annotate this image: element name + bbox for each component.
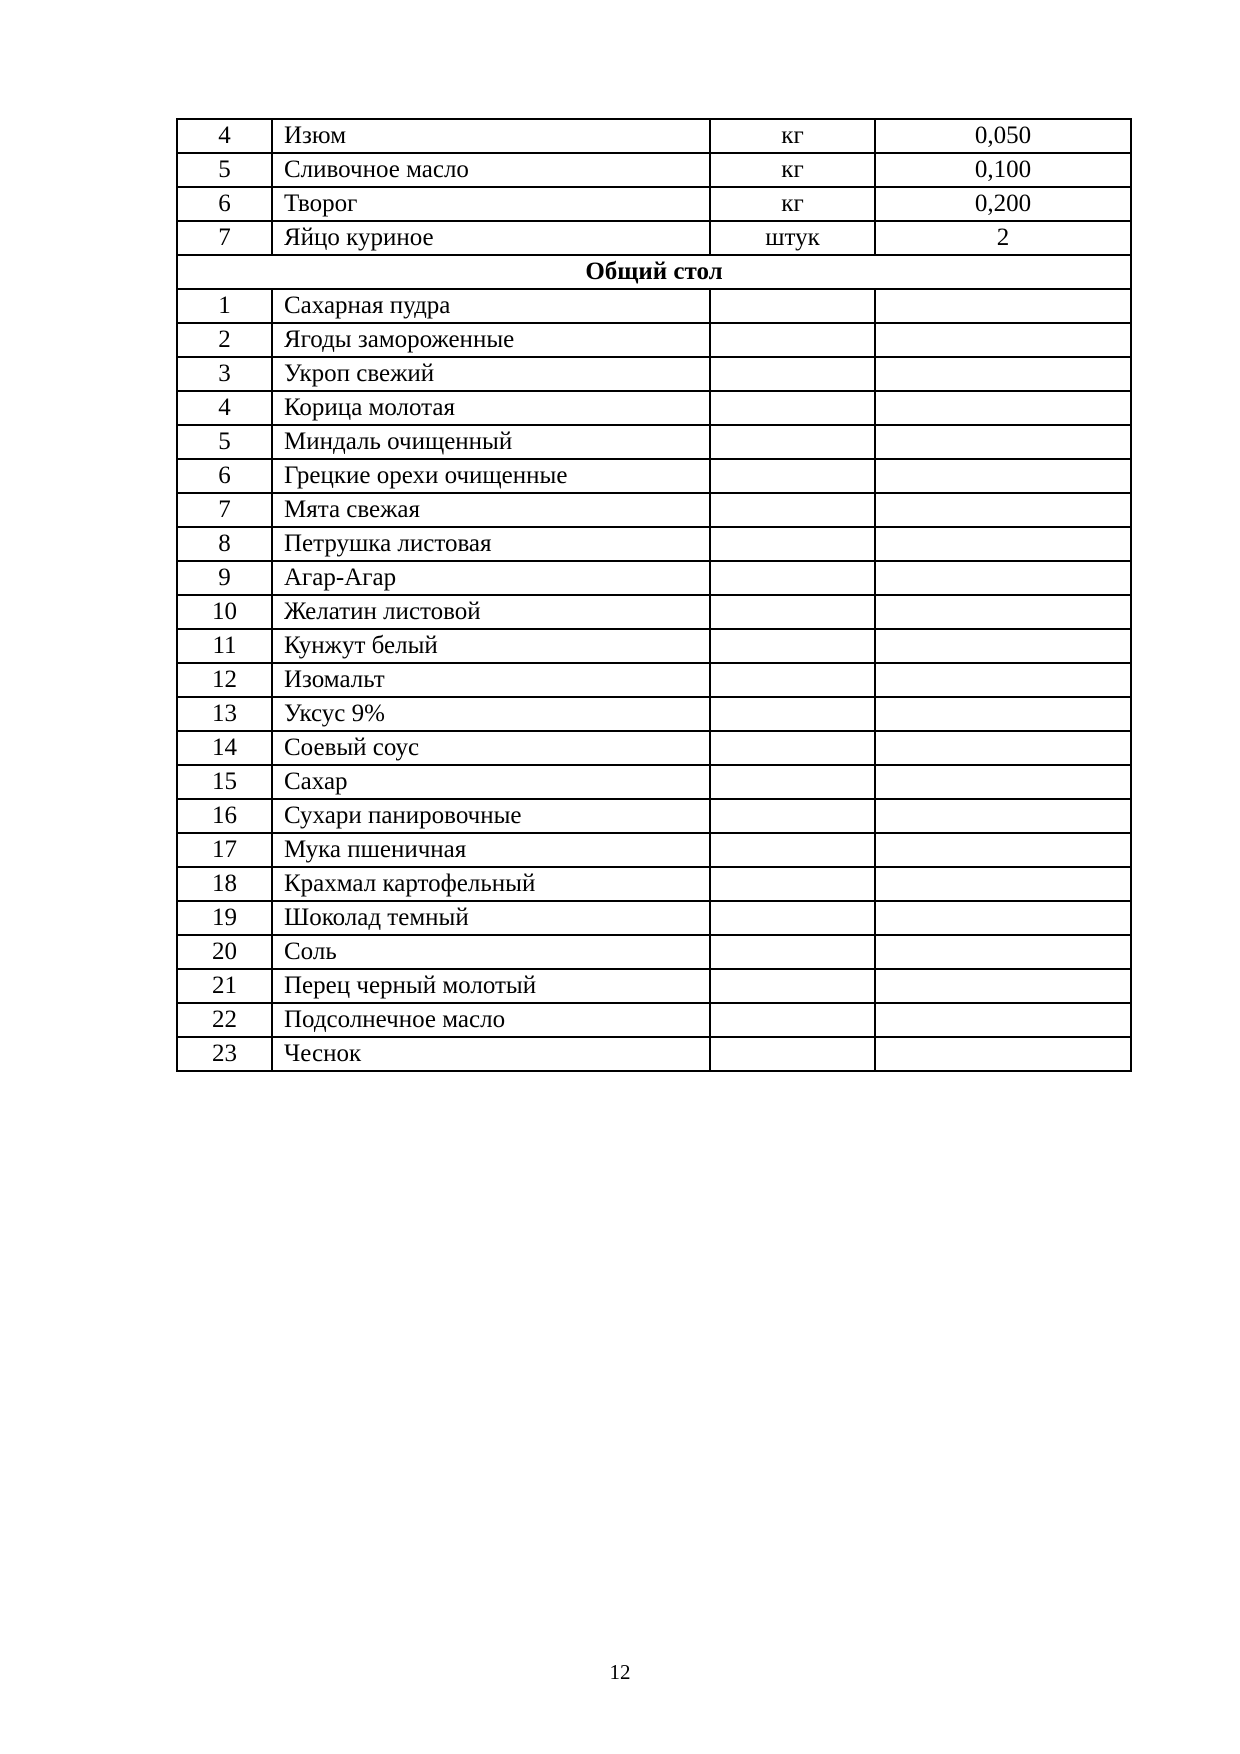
table-row: [177, 663, 1131, 697]
row-number: 22: [177, 1003, 272, 1037]
unit-cell: [710, 765, 875, 799]
table-row: [177, 731, 1131, 765]
row-number: 8: [177, 527, 272, 561]
ingredients-table: [176, 118, 1132, 1072]
table-row: [177, 323, 1131, 357]
ingredient-name: Сливочное масло: [272, 153, 710, 187]
ingredient-name: Миндаль очищенный: [272, 425, 710, 459]
ingredient-name: Корица молотая: [272, 391, 710, 425]
row-number: 6: [177, 459, 272, 493]
row-number: 14: [177, 731, 272, 765]
quantity-cell: [875, 459, 1131, 493]
table-row: [177, 289, 1131, 323]
quantity-cell: [875, 357, 1131, 391]
row-number: 7: [177, 221, 272, 255]
unit-cell: [710, 391, 875, 425]
quantity-cell: [875, 527, 1131, 561]
unit-cell: [710, 663, 875, 697]
ingredient-name: Петрушка листовая: [272, 527, 710, 561]
row-number: 3: [177, 357, 272, 391]
table-row: [177, 425, 1131, 459]
ingredient-name: Желатин листовой: [272, 595, 710, 629]
row-number: 15: [177, 765, 272, 799]
unit-cell: кг: [710, 119, 875, 153]
ingredient-name: Крахмал картофельный: [272, 867, 710, 901]
ingredients-table-body: [177, 119, 1131, 1071]
table-row: [177, 901, 1131, 935]
unit-cell: [710, 867, 875, 901]
unit-cell: [710, 799, 875, 833]
row-number: 11: [177, 629, 272, 663]
table-row: [177, 833, 1131, 867]
unit-cell: [710, 969, 875, 1003]
quantity-cell: [875, 731, 1131, 765]
unit-cell: [710, 425, 875, 459]
ingredient-name: Соевый соус: [272, 731, 710, 765]
unit-cell: [710, 901, 875, 935]
row-number: 16: [177, 799, 272, 833]
row-number: 5: [177, 153, 272, 187]
row-number: 5: [177, 425, 272, 459]
row-number: 19: [177, 901, 272, 935]
quantity-cell: [875, 493, 1131, 527]
quantity-cell: [875, 935, 1131, 969]
unit-cell: [710, 833, 875, 867]
ingredient-name: Чеснок: [272, 1037, 710, 1071]
quantity-cell: [875, 561, 1131, 595]
section-title: Общий стол: [177, 255, 1131, 289]
unit-cell: [710, 935, 875, 969]
ingredient-name: Агар-Агар: [272, 561, 710, 595]
unit-cell: [710, 527, 875, 561]
row-number: 13: [177, 697, 272, 731]
table-row: [177, 357, 1131, 391]
table-row: [177, 527, 1131, 561]
unit-cell: [710, 595, 875, 629]
unit-cell: [710, 459, 875, 493]
table-row: [177, 493, 1131, 527]
ingredient-name: Изюм: [272, 119, 710, 153]
row-number: 17: [177, 833, 272, 867]
quantity-cell: [875, 1037, 1131, 1071]
table-row: [177, 119, 1131, 153]
row-number: 1: [177, 289, 272, 323]
ingredient-name: Сахар: [272, 765, 710, 799]
unit-cell: [710, 289, 875, 323]
table-row: [177, 595, 1131, 629]
quantity-cell: [875, 833, 1131, 867]
quantity-cell: [875, 663, 1131, 697]
row-number: 21: [177, 969, 272, 1003]
quantity-cell: [875, 697, 1131, 731]
quantity-cell: [875, 867, 1131, 901]
ingredient-name: Кунжут белый: [272, 629, 710, 663]
quantity-cell: [875, 323, 1131, 357]
ingredient-name: Мука пшеничная: [272, 833, 710, 867]
unit-cell: [710, 731, 875, 765]
ingredient-name: Сухари панировочные: [272, 799, 710, 833]
row-number: 18: [177, 867, 272, 901]
unit-cell: [710, 697, 875, 731]
row-number: 10: [177, 595, 272, 629]
ingredient-name: Подсолнечное масло: [272, 1003, 710, 1037]
row-number: 7: [177, 493, 272, 527]
table-row: [177, 561, 1131, 595]
ingredient-name: Уксус 9%: [272, 697, 710, 731]
ingredient-name: Яйцо куриное: [272, 221, 710, 255]
table-row: [177, 153, 1131, 187]
table-row: [177, 1037, 1131, 1071]
table-row: [177, 867, 1131, 901]
ingredient-name: Соль: [272, 935, 710, 969]
row-number: 4: [177, 391, 272, 425]
ingredient-name: Грецкие орехи очищенные: [272, 459, 710, 493]
unit-cell: [710, 323, 875, 357]
unit-cell: штук: [710, 221, 875, 255]
unit-cell: [710, 629, 875, 663]
unit-cell: [710, 561, 875, 595]
table-row: [177, 221, 1131, 255]
ingredient-name: Мята свежая: [272, 493, 710, 527]
quantity-cell: 2: [875, 221, 1131, 255]
unit-cell: кг: [710, 187, 875, 221]
quantity-cell: 0,100: [875, 153, 1131, 187]
ingredient-name: Укроп свежий: [272, 357, 710, 391]
ingredient-name: Изомальт: [272, 663, 710, 697]
quantity-cell: [875, 799, 1131, 833]
row-number: 9: [177, 561, 272, 595]
table-row: [177, 799, 1131, 833]
quantity-cell: [875, 425, 1131, 459]
quantity-cell: [875, 629, 1131, 663]
page-number: 12: [609, 1660, 631, 1684]
table-row: [177, 765, 1131, 799]
ingredient-name: Шоколад темный: [272, 901, 710, 935]
table-row: [177, 1003, 1131, 1037]
row-number: 4: [177, 119, 272, 153]
section-header-row: [177, 255, 1131, 289]
quantity-cell: [875, 289, 1131, 323]
row-number: 6: [177, 187, 272, 221]
quantity-cell: [875, 901, 1131, 935]
ingredient-name: Творог: [272, 187, 710, 221]
row-number: 12: [177, 663, 272, 697]
unit-cell: кг: [710, 153, 875, 187]
row-number: 2: [177, 323, 272, 357]
row-number: 20: [177, 935, 272, 969]
table-row: [177, 697, 1131, 731]
ingredient-name: Ягоды замороженные: [272, 323, 710, 357]
row-number: 23: [177, 1037, 272, 1071]
unit-cell: [710, 1037, 875, 1071]
table-row: [177, 391, 1131, 425]
quantity-cell: 0,200: [875, 187, 1131, 221]
table-row: [177, 459, 1131, 493]
quantity-cell: [875, 969, 1131, 1003]
ingredient-name: Перец черный молотый: [272, 969, 710, 1003]
table-row: [177, 629, 1131, 663]
unit-cell: [710, 493, 875, 527]
quantity-cell: [875, 1003, 1131, 1037]
quantity-cell: [875, 765, 1131, 799]
table-row: [177, 935, 1131, 969]
table-row: [177, 969, 1131, 1003]
table-row: [177, 187, 1131, 221]
unit-cell: [710, 357, 875, 391]
quantity-cell: [875, 391, 1131, 425]
ingredient-name: Сахарная пудра: [272, 289, 710, 323]
unit-cell: [710, 1003, 875, 1037]
quantity-cell: 0,050: [875, 119, 1131, 153]
quantity-cell: [875, 595, 1131, 629]
